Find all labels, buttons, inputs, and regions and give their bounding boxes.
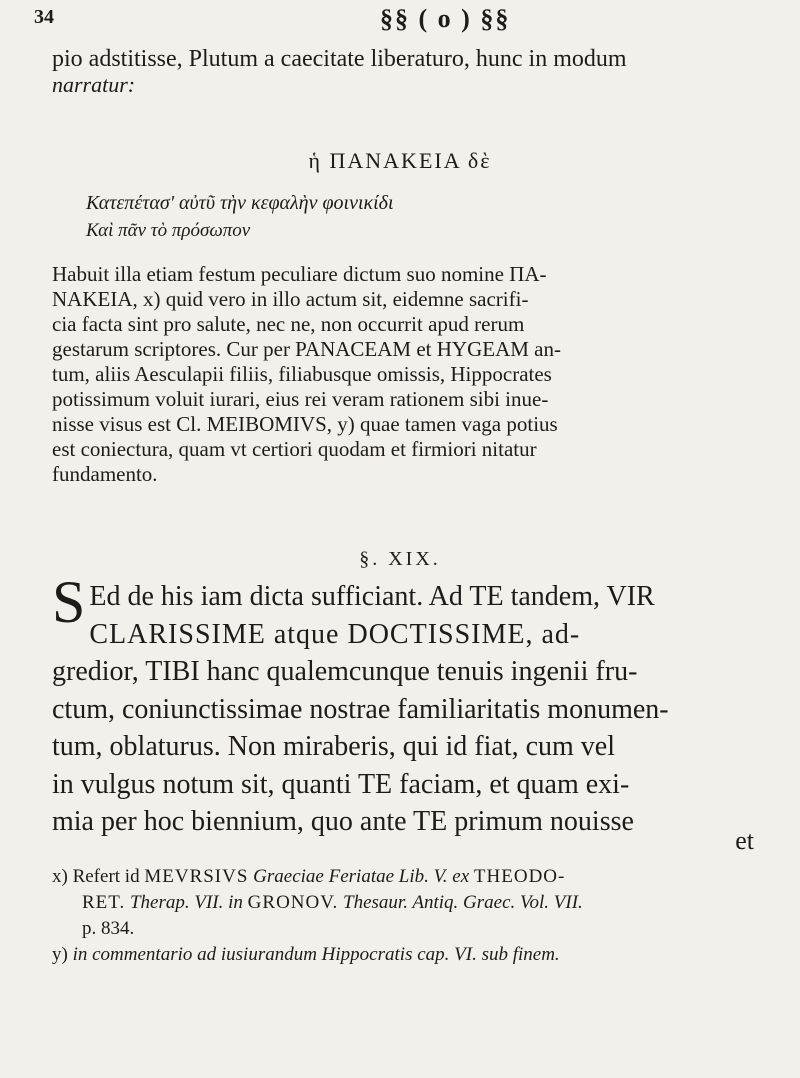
- footnote-x-page: p. 834.: [82, 918, 135, 939]
- intro-line-1: pio adstitisse, Plutum a caecitate liberaturo, hunc in modum: [52, 46, 627, 72]
- footnote-marker: x): [52, 866, 68, 887]
- text-line: potissimum voluit iurari, eius rei veram rationem sibi inue-: [52, 387, 549, 411]
- footnote-title: Therap. VII. in: [129, 892, 243, 913]
- text-line: mia per hoc biennium, quo ante TE primum nouisse: [52, 806, 634, 837]
- paragraph-panacea: [52, 262, 752, 487]
- footnote-author: RET.: [82, 892, 126, 913]
- footnote-text: Refert id: [72, 866, 140, 887]
- text-line: Habuit illa etiam festum peculiare dictum suo nomine ΠΑ-: [52, 262, 547, 286]
- section-heading: §. XIX.: [359, 548, 441, 570]
- paragraph-dedication: [52, 569, 762, 841]
- text-line: fundamento.: [52, 462, 158, 486]
- text-line: CLARISSIME atque DOCTISSIME, ad-: [89, 618, 581, 650]
- footnote-author: THEODO-: [473, 866, 566, 887]
- greek-quote-heading: ἡ ΠΑΝΑΚΕΙΑ δὲ: [308, 148, 492, 173]
- footnote-title: Graeciae Feriatae Lib. V. ex: [253, 866, 470, 887]
- page-number: 34: [34, 6, 54, 28]
- catchword: et: [735, 826, 754, 855]
- text-line: nisse visus est Cl. MEIBOMIVS, y) quae tamen vaga potius: [52, 412, 558, 436]
- text-line: est coniectura, quam vt certiori quodam et firmiori nitatur: [52, 437, 537, 461]
- footnotes: [52, 866, 762, 970]
- header-ornament: §§ ( o ) §§: [380, 4, 511, 33]
- greek-quote-line-1: Κατεπέτασ' αὐτῦ τὴν κεφαλὴν φοινικίδι: [86, 192, 394, 214]
- text-line: in vulgus notum sit, quanti TE faciam, et quam exi-: [52, 768, 630, 800]
- footnote-x-cont: [52, 892, 762, 914]
- footnote-title: Thesaur. Antiq. Graec. Vol. VII.: [343, 892, 583, 913]
- text-line: cia facta sint pro salute, nec ne, non occurrit apud rerum: [52, 312, 525, 336]
- greek-quote-line-2: Καὶ πᾶν τὸ πρόσωπον: [86, 220, 251, 241]
- footnote-y: [52, 944, 762, 966]
- footnote-marker: y): [52, 944, 68, 965]
- drop-cap: S: [52, 569, 86, 635]
- footnote-author: GRONOV.: [247, 892, 339, 913]
- text-line: ΝΑΚΕΙΑ, x) quid vero in illo actum sit, eidemne sacrifi-: [52, 287, 529, 311]
- text-line: tum, oblaturus. Non miraberis, qui id fiat, cum vel: [52, 731, 616, 762]
- intro-line-2: narratur:: [52, 72, 136, 97]
- text-line: tum, aliis Aesculapii filiis, filiabusque omissis, Hippocrates: [52, 362, 552, 386]
- footnote-text: in commentario ad iusiurandum Hippocratis cap. VI. sub finem.: [72, 944, 560, 965]
- text-line: gredior, TIBI hanc qualemcunque tenuis ingenii fru-: [52, 656, 638, 687]
- text-line: Ed de his iam dicta sufficiant. Ad TE tandem, VIR: [89, 581, 655, 612]
- text-line: gestarum scriptores. Cur per PANACEAM et HYGEAM an-: [52, 337, 561, 361]
- page-header: [34, 4, 774, 40]
- footnote-x: [52, 866, 762, 888]
- text-line: ctum, coniunctissimae nostrae familiaritatis monumen-: [52, 693, 669, 725]
- footnote-author: MEVRSIVS: [144, 866, 249, 887]
